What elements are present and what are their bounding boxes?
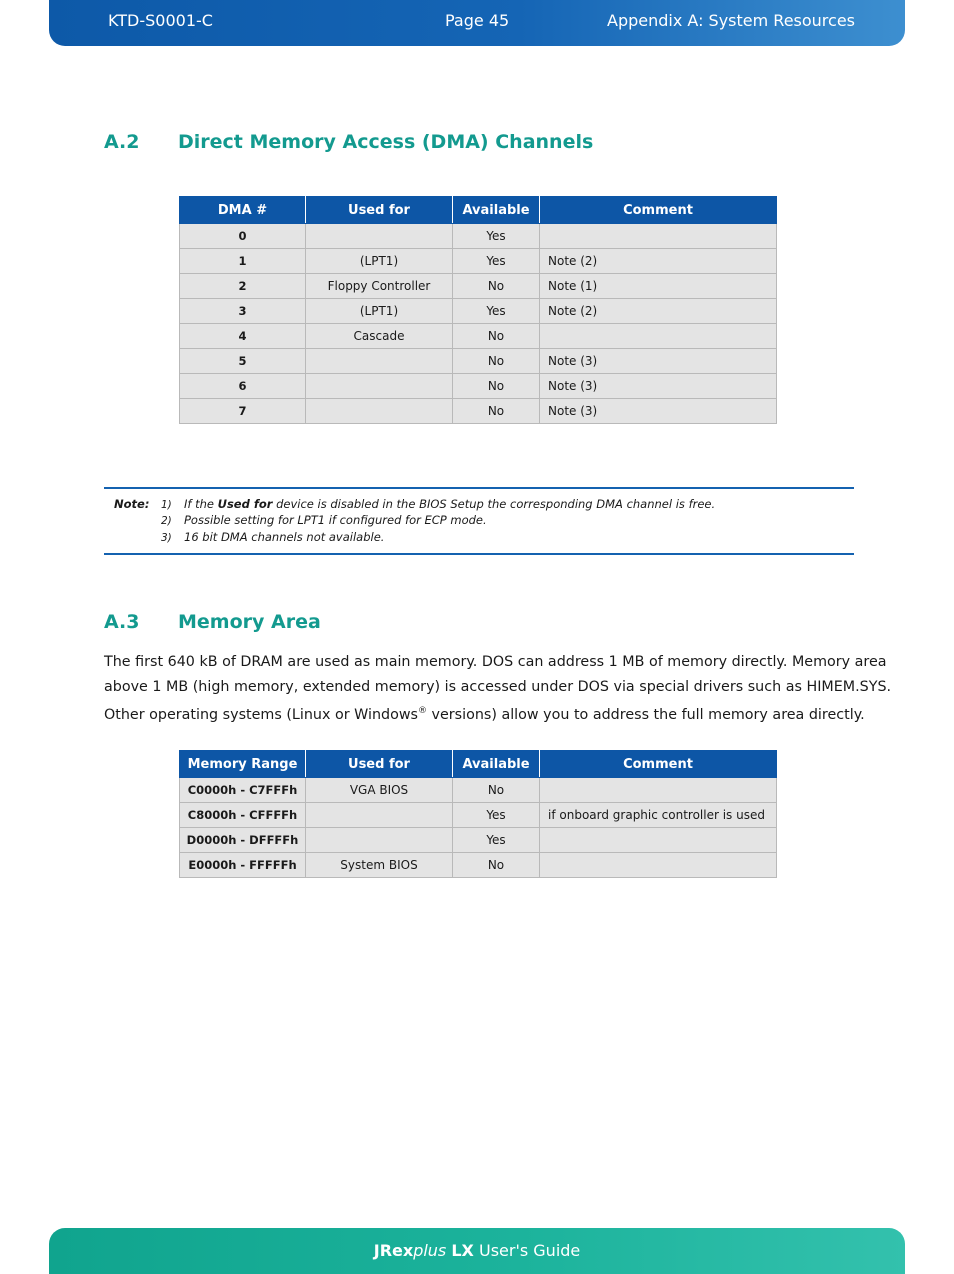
- table-row: [180, 249, 777, 274]
- table-row: [180, 349, 777, 374]
- note-item-text: Possible setting for LPT1 if configured for ECP mode.: [184, 513, 487, 527]
- comment-cell: [540, 828, 777, 853]
- used-for-cell: System BIOS: [306, 853, 453, 878]
- section-number: A.2: [104, 131, 140, 153]
- comment-cell: Note (2): [540, 249, 777, 274]
- comment-cell: [540, 778, 777, 803]
- comment-cell: Note (2): [540, 299, 777, 324]
- paragraph-line: above 1 MB (high memory, extended memory) is accessed under DOS via special drivers such as HIMEM.SYS.: [104, 678, 892, 695]
- chapter-title: Appendix A: System Resources: [607, 11, 855, 30]
- note-item: [161, 513, 487, 527]
- used-for-cell: [306, 803, 453, 828]
- dma-number: 0: [180, 224, 306, 249]
- available-cell: No: [453, 778, 540, 803]
- used-for-cell: (LPT1): [306, 249, 453, 274]
- memory-range: C0000h - C7FFFh: [180, 778, 306, 803]
- page-footer: [49, 1228, 905, 1274]
- available-cell: Yes: [453, 299, 540, 324]
- memory-range: D0000h - DFFFFh: [180, 828, 306, 853]
- dma-table: [179, 196, 777, 424]
- document-id: KTD-S0001-C: [108, 11, 213, 30]
- memory-range: C8000h - CFFFFh: [180, 803, 306, 828]
- paragraph-text: versions) allow you to address the full memory area directly.: [426, 706, 865, 723]
- column-header: Available: [453, 197, 540, 224]
- dma-number: 4: [180, 324, 306, 349]
- column-header: Comment: [540, 197, 777, 224]
- note-item: [161, 497, 715, 511]
- paragraph-text: Other operating systems (Linux or Windows: [104, 706, 418, 723]
- section-a3-heading: [104, 611, 321, 633]
- dma-number: 3: [180, 299, 306, 324]
- column-header: DMA #: [180, 197, 306, 224]
- table-row: [180, 299, 777, 324]
- paragraph-line: The first 640 kB of DRAM are used as main memory. DOS can address 1 MB of memory directly. Memory area: [104, 654, 887, 670]
- available-cell: Yes: [453, 224, 540, 249]
- note-item-emphasis: Used for: [217, 497, 273, 511]
- used-for-cell: Cascade: [306, 324, 453, 349]
- dma-number: 5: [180, 349, 306, 374]
- product-name: JRex: [373, 1241, 414, 1260]
- memory-area-paragraph: [104, 650, 892, 727]
- footer-title: [49, 1241, 905, 1260]
- comment-cell: [540, 853, 777, 878]
- memory-range: E0000h - FFFFFh: [180, 853, 306, 878]
- column-header: Used for: [306, 751, 453, 778]
- column-header: Used for: [306, 197, 453, 224]
- page-header: [49, 0, 905, 46]
- table-row: [180, 324, 777, 349]
- used-for-cell: [306, 374, 453, 399]
- product-variant: plus: [413, 1241, 447, 1260]
- section-a2-heading: [104, 131, 593, 153]
- comment-cell: [540, 224, 777, 249]
- note-item-text: If the: [184, 497, 218, 511]
- product-suffix: LX: [451, 1241, 474, 1260]
- used-for-cell: [306, 399, 453, 424]
- dma-number: 7: [180, 399, 306, 424]
- table-row: [180, 224, 777, 249]
- note-item-text: device is disabled in the BIOS Setup the corresponding DMA channel is free.: [272, 497, 716, 511]
- dma-number: 1: [180, 249, 306, 274]
- note-item-number: 2): [161, 515, 172, 527]
- comment-cell: Note (3): [540, 399, 777, 424]
- used-for-cell: Floppy Controller: [306, 274, 453, 299]
- section-title: Direct Memory Access (DMA) Channels: [178, 131, 594, 153]
- column-header: Comment: [540, 751, 777, 778]
- comment-cell: Note (3): [540, 374, 777, 399]
- table-row: [180, 803, 777, 828]
- table-row: [180, 399, 777, 424]
- note-label: Note:: [114, 497, 150, 511]
- available-cell: No: [453, 853, 540, 878]
- guide-label: User's Guide: [478, 1241, 581, 1260]
- comment-cell: Note (1): [540, 274, 777, 299]
- used-for-cell: [306, 349, 453, 374]
- table-row: [180, 778, 777, 803]
- comment-cell: Note (3): [540, 349, 777, 374]
- dma-number: 2: [180, 274, 306, 299]
- used-for-cell: VGA BIOS: [306, 778, 453, 803]
- available-cell: Yes: [453, 249, 540, 274]
- note-item-number: 3): [161, 532, 172, 544]
- note-box: [104, 487, 854, 555]
- used-for-cell: (LPT1): [306, 299, 453, 324]
- note-item-number: 1): [161, 499, 172, 511]
- table-header-row: [180, 751, 777, 778]
- table-header-row: [180, 197, 777, 224]
- available-cell: No: [453, 274, 540, 299]
- comment-cell: [540, 324, 777, 349]
- available-cell: No: [453, 399, 540, 424]
- registered-mark: ®: [417, 706, 427, 716]
- table-row: [180, 853, 777, 878]
- paragraph-line: [104, 699, 864, 727]
- section-title: Memory Area: [178, 611, 321, 633]
- table-row: [180, 828, 777, 853]
- available-cell: No: [453, 349, 540, 374]
- dma-number: 6: [180, 374, 306, 399]
- used-for-cell: [306, 224, 453, 249]
- available-cell: Yes: [453, 828, 540, 853]
- memory-table: [179, 750, 777, 878]
- table-row: [180, 374, 777, 399]
- column-header: Available: [453, 751, 540, 778]
- note-item-text: 16 bit DMA channels not available.: [184, 530, 385, 544]
- note-item: [161, 530, 384, 544]
- column-header: Memory Range: [180, 751, 306, 778]
- section-number: A.3: [104, 611, 140, 633]
- available-cell: Yes: [453, 803, 540, 828]
- available-cell: No: [453, 374, 540, 399]
- used-for-cell: [306, 828, 453, 853]
- page-number: Page 45: [445, 11, 510, 30]
- table-row: [180, 274, 777, 299]
- comment-cell: if onboard graphic controller is used: [540, 803, 777, 828]
- available-cell: No: [453, 324, 540, 349]
